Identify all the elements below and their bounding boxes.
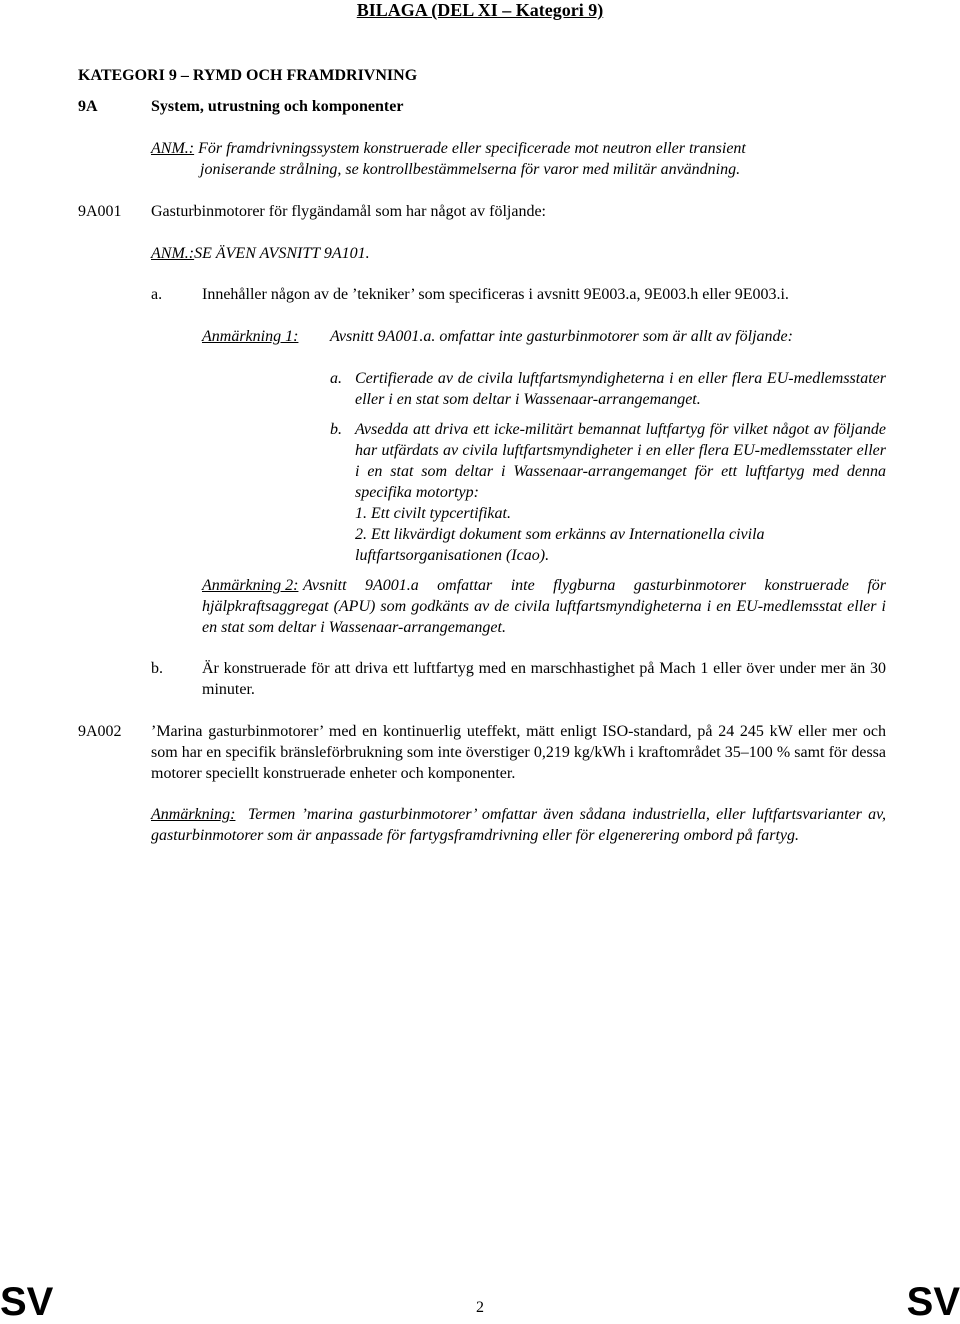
remark2-text — [202, 575, 886, 638]
remark1-a-letter: a. — [330, 370, 342, 387]
item-9a001-a-letter: a. — [151, 286, 163, 303]
remark1-b-letter: b. — [330, 421, 342, 438]
remark1-text: Avsnitt 9A001.a. omfattar inte gasturbinmotorer som är allt av följande: — [330, 328, 793, 345]
remark1-b-text: Avsedda att driva ett icke-militärt bemannat luftfartyg för vilket något av följande har utfärdats av civila luftfartsmyndigheter i en eller flera EU-medlemsstater eller i en stat som deltar i Wassenaar-arrangemanget för ett luftfartyg med denna specifika motortyp: — [355, 421, 886, 501]
item-9a001-b-letter: b. — [151, 660, 163, 677]
item-9a001-note-text: SE ÄVEN AVSNITT 9A101. — [194, 245, 370, 262]
page-header-title: BILAGA (DEL XI – Kategori 9) — [356, 0, 604, 20]
remark1-b-sub1: 1. Ett civilt typcertifikat. — [355, 505, 511, 522]
item-9a001-code: 9A001 — [78, 203, 122, 220]
remark1-a-text: Certifierade av de civila luftfartsmyndigheterna i en eller flera EU-medlemsstater eller i en stat som deltar i Wassenaar-arrangemanget. — [355, 370, 886, 408]
remark1-label: Anmärkning 1: — [202, 328, 299, 345]
item-9a001-b-text: Är konstruerade för att driva ett luftfartyg med en marschhastighet på Mach 1 eller över under mer än 30 minuter. — [202, 660, 886, 698]
remark2-label: Anmärkning 2: — [202, 577, 299, 594]
footer-lang-left: SV — [0, 1280, 54, 1324]
item-9a002-remark-label: Anmärkning: — [151, 806, 236, 823]
item-9a001-note-label: ANM.: — [151, 245, 195, 262]
page-number: 2 — [476, 1299, 484, 1316]
note-top — [151, 138, 886, 180]
item-9a001-note — [151, 243, 370, 264]
section-code: 9A — [78, 98, 98, 115]
note-top-line2: joniserande strålning, se kontrollbestämmelserna för varor med militär användning. — [200, 161, 741, 178]
section-title: System, utrustning och komponenter — [151, 98, 404, 115]
item-9a002-remark-text: Termen ’marina gasturbinmotorer’ omfattar även sådana industriella, eller luftfartsvarianter av, gasturbinmotorer som är anpassade för fartygsframdrivning eller för elgenerering ombord på fartyg. — [151, 806, 887, 844]
item-9a001-title: Gasturbinmotorer för flygändamål som har något av följande: — [151, 203, 546, 220]
note-top-line1: För framdrivningssystem konstruerade eller specificerade mot neutron eller transient — [198, 140, 746, 157]
remark1-b-sub2: 2. Ett likvärdigt dokument som erkänns av Internationella civila luftfartsorganisationen (Icao). — [355, 526, 765, 564]
note-top-label: ANM.: — [151, 140, 195, 157]
item-9a002-remark — [151, 804, 886, 846]
remark2-text-content: Avsnitt 9A001.a omfattar inte flygburna gasturbinmotorer konstruerade för hjälpkraftsaggregat (APU) som godkänts av de civila luftfartsmyndigheterna i en EU-medlemsstat eller i en stat som deltar i Wassenaar-arrangemanget. — [202, 577, 886, 636]
item-9a001-a-text: Innehåller någon av de ’tekniker’ som specificeras i avsnitt 9E003.a, 9E003.h eller 9E003.i. — [202, 286, 789, 303]
footer-lang-right: SV — [906, 1280, 960, 1324]
item-9a002-code: 9A002 — [78, 723, 122, 740]
item-9a002-text: ’Marina gasturbinmotorer’ med en kontinuerlig uteffekt, mätt enligt ISO-standard, på 24 245 kW eller mer och som har en specifik bränsleförbrukning som inte överstiger 0,219 kg/kWh i kraftområdet 35–100 % samt för dessa motorer speciellt konstruerade enheter och komponenter. — [151, 723, 886, 782]
category-heading: KATEGORI 9 – RYMD OCH FRAMDRIVNING — [78, 67, 418, 84]
